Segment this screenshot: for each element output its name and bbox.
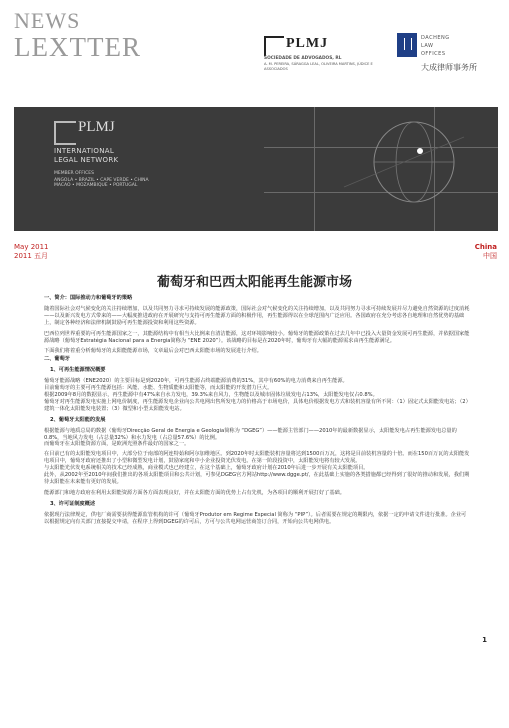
issue-date (14, 243, 49, 261)
dacheng-cn: 大成律师事务所 (421, 63, 477, 72)
paragraph: 而葡萄牙在太阳能资源方面，是欧洲光照条件最好的国家之一。 (44, 441, 190, 448)
paragraph: 目前葡萄牙的主要可再生能源包括：风能、水能、生物质能和太阳能等，而太阳能的开发潜力巨大。 (44, 385, 273, 392)
plmj-mark-icon (264, 36, 284, 56)
paragraph: 巴西位列世界重要的可再生能源国家之一，其能源结构中有相当大比例来自清洁能源，这对环境影响较小。葡萄牙的能源政策在过去几年中已投入大量资金发展可再生能源，并依据国家能源战略（葡萄牙Estratégia Nacional para a Energia简称为 “ENE 2020”）。该战略的目标是在2020年时，葡萄牙有大幅的能源需求由再生能源满足。 (44, 330, 470, 344)
paragraph: 此外，从2002年至2010年间我们推出的各项太阳能项目和公共计划，可参见DGEG官方网站http://www.dgge.pt/，在此基础上实施的各类措施都已经得到了很好的推动和发展，我们期待太阳能在未来能有更好的发展。 (44, 472, 470, 485)
paragraph: 根据2009年8月的数据显示，再生能源中有47%来自水力发电，39.3%来自风力，生物能以及城市固体垃圾发电占13%，太阳能发电仅占0.8%。 (44, 391, 378, 398)
paragraph: 与太阳能光伏发电系统相关的技术已经成熟，商业模式也已经建立，在这个基础上，葡萄牙政府计划在2010年后进一步开展有关太阳能项目。 (44, 465, 369, 472)
country-cn: 中国 (483, 252, 497, 260)
paragraph: 葡萄牙能源战略（ENE2020）的主要目标是到2020年，可再生能源占终端能源消费的31%，其中有60%的电力消费来自再生能源。 (44, 378, 348, 385)
globe-icon (324, 117, 474, 217)
dacheng-word1: DACHENG (421, 35, 450, 41)
banner-offices-label: MEMBER OFFICES (54, 171, 94, 176)
page-number: 1 (482, 636, 487, 644)
banner-name: PLMJ (78, 119, 115, 135)
plmj-line2: A. M. PEREIRA, SÁRAGGA LEAL, OLIVEIRA MARTINS, JÚDICE E ASSOCIADOS (264, 62, 373, 71)
article-title: 葡萄牙和巴西太阳能再生能源市场 (156, 275, 352, 290)
dacheng-words (421, 34, 450, 58)
network-banner (14, 107, 498, 231)
banner-offices-b: MACAO • MOZAMBIQUE • PORTUGAL (54, 183, 138, 188)
banner-network (54, 147, 118, 165)
dacheng-word3: OFFICES (421, 51, 446, 57)
section-heading-2: 二、葡萄牙 (44, 356, 70, 363)
paragraph: 根据能源与地质总局的数据（葡萄牙Direcção Geral de Energia e Geologia简称为 “DGEG”）——能源主管部门——2010年的最新数据显示，太阳能发电占再生能源发电总量的0.8%，当地风力发电（占总量32%）和水力发电（占总量57.6%）的比例。 (44, 427, 457, 441)
banner-offices-a: ANGOLA • BRAZIL • CAPE VERDE • CHINA (54, 178, 149, 183)
news-word: NEWS (14, 8, 81, 33)
paragraph: 能源部门和地方政府在利用太阳能资源方面各方面表现良好，并在太阳能方面的优势上占有先机，为各项目的顺利开展打好了基础。 (44, 489, 345, 496)
banner-line2: LEGAL NETWORK (54, 156, 119, 164)
plmj-line1: SOCIEDADE DE ADVOGADOS, RL (264, 56, 342, 61)
subsection-heading-1: 1、可再生能源情况概要 (50, 367, 106, 374)
section-heading-1: 一、简介：国际推动力和葡萄牙的策略 (44, 295, 133, 301)
paragraph: 葡萄牙对再生能源发电实施上网电价制度，再生能源发电企业向公共电网出售所发电力的价格高于市场电价，具体电价根据发电方式和装机容量有所不同：（1）固定式太阳能发电站；（2）建筑一体化太阳能发电装置；（3）微型和小型太阳能发电站。 (44, 398, 469, 412)
date-cn: 2011 五月 (14, 252, 49, 260)
issue-country (475, 243, 497, 261)
paragraph: 随着国际社会对气候变化的关注持续增加，以及共同努力寻求可持续发展的能源政策，国际社会对气候变化的关注持续增加，以及共同努力寻求可持续发展并尽力避免自然资源的过度消耗——以及新兴发电方式带来的——大幅度推进政府在开展研究与支持可再生能源方面的积极作用，再生能源得以在全球范围内广泛应用。各国政府在充分考虑各自地理和自然优势的基础上，制定各种经济和法律机制鼓励可再生能源投资和利用这些资源。 (44, 305, 470, 326)
lexter-word: LEXTTER (14, 32, 141, 62)
dacheng-logo (397, 33, 502, 81)
date-en: May 2011 (14, 243, 49, 251)
paragraph: 下面我们将着重分析葡萄牙的太阳能能源市场，文章最后会对巴西太阳能市场的发展进行介绍。 (44, 348, 262, 355)
country-en: China (474, 243, 497, 251)
banner-mark-icon (54, 121, 76, 145)
paragraph: 依据现行法律规定，供电厂商需要获得能源监管机构的许可（葡萄牙Produtor em Regime Especial 简称为 “PIP”）。后者需要在规定的期限内，依据一定的申请文件进行批准。企业可以根据规定向有关部门直接提交申请，在程序上得到DGEG的许可后，方可与公共电网运营商签订合同，开始向公共电网供电。 (44, 511, 467, 525)
banner-offices (54, 178, 149, 188)
subsection-heading-2: 2、葡萄牙太阳能的发展 (50, 416, 106, 423)
banner-line1: INTERNATIONAL (54, 147, 115, 155)
plmj-name: PLMJ (286, 36, 329, 51)
article-body (44, 295, 470, 529)
subsection-heading-3: 3、许可证制度概述 (50, 500, 96, 507)
paragraph: 在目前已有的太阳能发电项目中，大部分位于南部的阿连特茹和阿尔加维地区。到2020年时太阳能装机容量将达到1500百万瓦，这将是目前装机容量的十倍。而在150百万瓦的太阳能发电项目中，葡萄牙政府还推出了小型和微型发电计划，鼓励家庭和中小企业投资光伏发电。在第一阶段投资中，太阳能发电将有较大发展。 (44, 451, 470, 465)
dacheng-word2: LAW (421, 43, 434, 49)
dacheng-mark-icon (397, 33, 417, 57)
